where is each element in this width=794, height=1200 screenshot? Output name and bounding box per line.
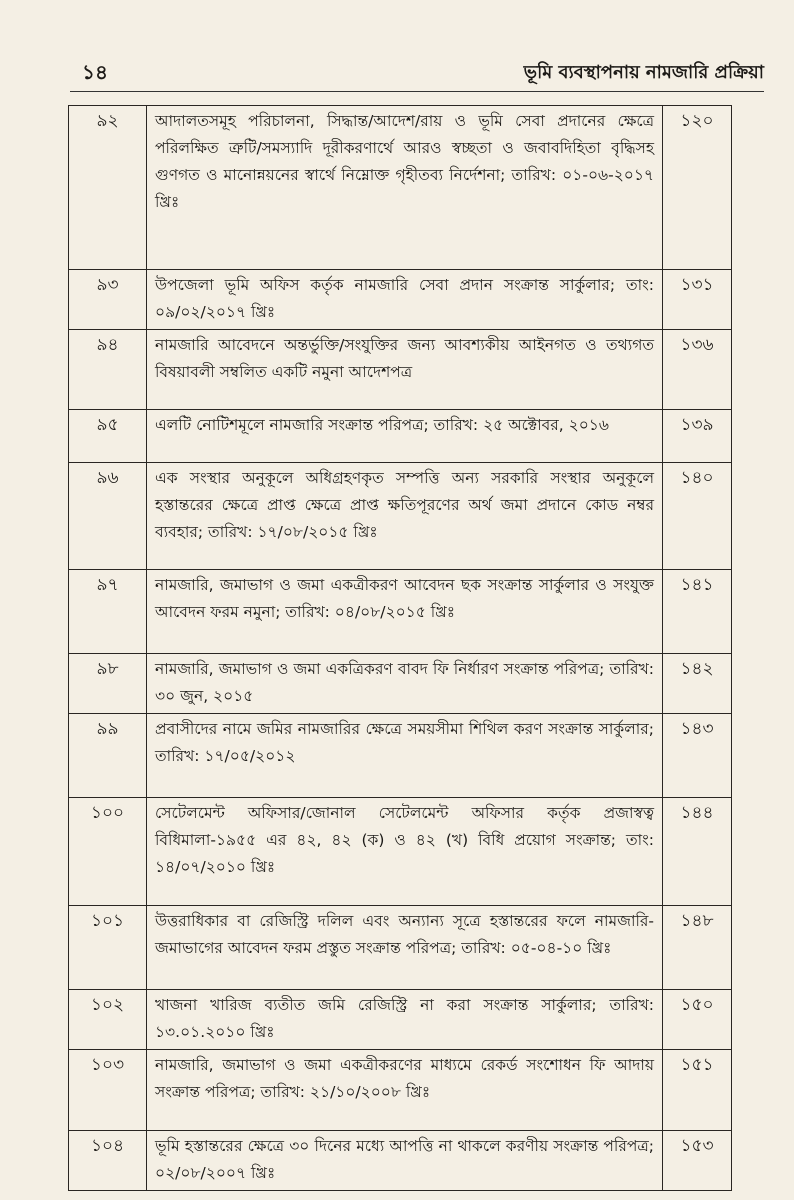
row-title: ভূমি হস্তান্তরের ক্ষেত্রে ৩০ দিনের মধ্যে আপত্তি না থাকলে করণীয় সংক্রান্ত পরিপত্র; ০২/০৮/২০০৭ খ্রিঃ (147, 1131, 663, 1191)
row-serial: ৯৭ (69, 570, 147, 654)
row-title: সেটেলমেন্ট অফিসার/জোনাল সেটেলমেন্ট অফিসার কর্তৃক প্রজাস্বত্ব বিধিমালা-১৯৫৫ এর ৪২, ৪২ (ক) ও ৪২ (খ) বিধি প্রয়োগ সংক্রান্ত; তাং: ১৪/০৭/২০১০ খ্রিঃ (147, 798, 663, 906)
row-page-number: ১৪৮ (663, 906, 732, 990)
row-page-number: ১৪০ (663, 463, 732, 570)
page-number: ১৪ (82, 60, 108, 84)
table-row (69, 1131, 732, 1191)
row-serial: ৯৬ (69, 463, 147, 570)
row-serial: ১০০ (69, 798, 147, 906)
row-page-number: ১৪৩ (663, 714, 732, 798)
row-serial: ৯৩ (69, 270, 147, 330)
row-title: এলটি নোটিশমূলে নামজারি সংক্রান্ত পরিপত্র; তারিখ: ২৫ অক্টোবর, ২০১৬ (147, 410, 663, 463)
row-title: নামজারি আবেদনে অন্তর্ভুক্তি/সংযুক্তির জন্য আবশ্যকীয় আইনগত ও তথ্যগত বিষয়াবলী সম্বলিত একটি নমুনা আদেশপত্র (147, 330, 663, 410)
table-row (69, 570, 732, 654)
row-serial: ৯২ (69, 106, 147, 270)
row-serial: ১০১ (69, 906, 147, 990)
table-row (69, 410, 732, 463)
table-row (69, 1050, 732, 1131)
row-title: খাজনা খারিজ ব্যতীত জমি রেজিস্ট্রি না করা সংক্রান্ত সার্কুলার; তারিখ: ১৩.০১.২০১০ খ্রিঃ (147, 990, 663, 1050)
row-serial: ১০৪ (69, 1131, 147, 1191)
row-serial: ১০৩ (69, 1050, 147, 1131)
row-page-number: ১৩৯ (663, 410, 732, 463)
row-title: উপজেলা ভূমি অফিস কর্তৃক নামজারি সেবা প্রদান সংক্রান্ত সার্কুলার; তাং: ০৯/০২/২০১৭ খ্রিঃ (147, 270, 663, 330)
table-row (69, 990, 732, 1050)
row-title: নামজারি, জমাভাগ ও জমা একত্রীকরণের মাধ্যমে রেকর্ড সংশোধন ফি আদায় সংক্রান্ত পরিপত্র; তারিখ: ২১/১০/২০০৮ খ্রিঃ (147, 1050, 663, 1131)
row-page-number: ১২০ (663, 106, 732, 270)
table-row (69, 906, 732, 990)
contents-table (68, 105, 732, 1191)
table-row (69, 330, 732, 410)
row-page-number: ১৫৩ (663, 1131, 732, 1191)
running-head: ভূমি ব্যবস্থাপনায় নামজারি প্রক্রিয়া (523, 62, 764, 83)
table-row (69, 714, 732, 798)
row-title: প্রবাসীদের নামে জমির নামজারির ক্ষেত্রে সময়সীমা শিথিল করণ সংক্রান্ত সার্কুলার; তারিখ: ১৭/০৫/২০১২ (147, 714, 663, 798)
header-rule (70, 91, 764, 92)
row-page-number: ১৪২ (663, 654, 732, 714)
table-row (69, 654, 732, 714)
row-page-number: ১৫০ (663, 990, 732, 1050)
row-title: আদালতসমূহ পরিচালনা, সিদ্ধান্ত/আদেশ/রায় ও ভূমি সেবা প্রদানের ক্ষেত্রে পরিলক্ষিত ত্রুটি/সমস্যাদি দূরীকরণার্থে আরও স্বচ্ছতা ও জবাবদিহিতা বৃদ্ধিসহ গুণগত ও মানোন্নয়নের স্বার্থে নিম্নোক্ত গৃহীতব্য নির্দেশনা; তারিখ: ০১-০৬-২০১৭ খ্রিঃ (147, 106, 663, 270)
table-row (69, 270, 732, 330)
row-title: নামজারি, জমাভাগ ও জমা একত্রিকরণ বাবদ ফি নির্ধারণ সংক্রান্ত পরিপত্র; তারিখ: ৩০ জুন, ২০১৫ (147, 654, 663, 714)
table-row (69, 798, 732, 906)
row-page-number: ১৩১ (663, 270, 732, 330)
row-page-number: ১৪৪ (663, 798, 732, 906)
row-title: উত্তরাধিকার বা রেজিস্ট্রি দলিল এবং অন্যান্য সূত্রে হস্তান্তরের ফলে নামজারি-জমাভাগের আবেদন ফরম প্রস্তুত সংক্রান্ত পরিপত্র; তারিখ: ০৫-০৪-১০ খ্রিঃ (147, 906, 663, 990)
row-serial: ৯৪ (69, 330, 147, 410)
row-title: নামজারি, জমাভাগ ও জমা একত্রীকরণ আবেদন ছক সংক্রান্ত সার্কুলার ও সংযুক্ত আবেদন ফরম নমুনা; তারিখ: ০৪/০৮/২০১৫ খ্রিঃ (147, 570, 663, 654)
row-serial: ৯৯ (69, 714, 147, 798)
table-row (69, 463, 732, 570)
row-page-number: ১৩৬ (663, 330, 732, 410)
row-serial: ৯৮ (69, 654, 147, 714)
row-serial: ১০২ (69, 990, 147, 1050)
row-page-number: ১৪১ (663, 570, 732, 654)
row-page-number: ১৫১ (663, 1050, 732, 1131)
row-serial: ৯৫ (69, 410, 147, 463)
table-row (69, 106, 732, 270)
row-title: এক সংস্থার অনুকূলে অধিগ্রহণকৃত সম্পত্তি অন্য সরকারি সংস্থার অনুকূলে হস্তান্তরের ক্ষেত্রে প্রাপ্ত ক্ষেত্রে প্রাপ্ত ক্ষতিপূরণের অর্থ জমা প্রদানে কোড নম্বর ব্যবহার; তারিখ: ১৭/০৮/২০১৫ খ্রিঃ (147, 463, 663, 570)
